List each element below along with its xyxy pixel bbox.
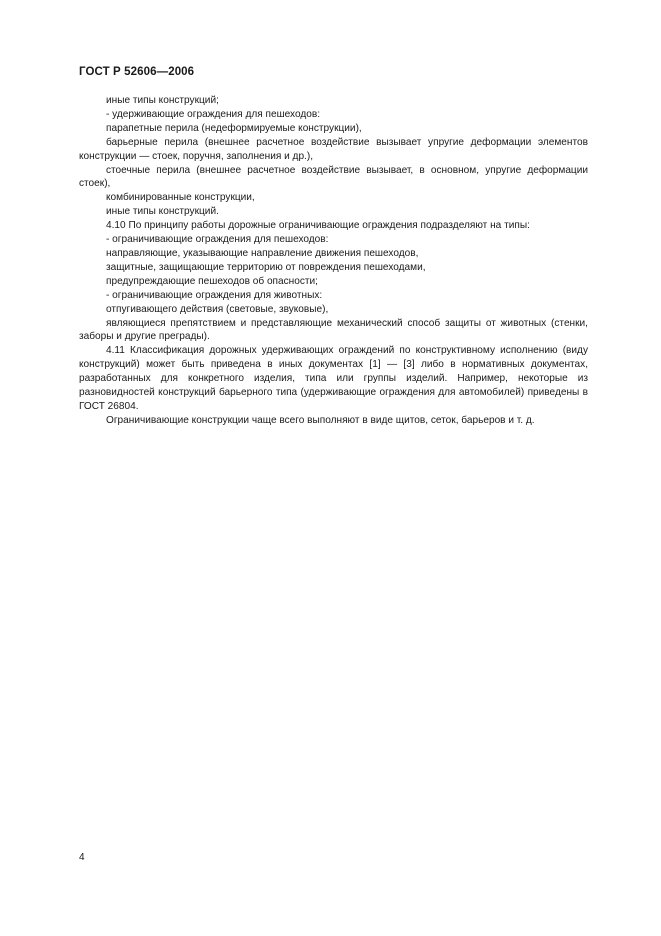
paragraph: стоечные перила (внешнее расчетное воздействие вызывает, в основном, упругие деформации стоек), xyxy=(79,164,588,190)
paragraph: парапетные перила (недеформируемые конструкции), xyxy=(106,122,362,134)
paragraph: направляющие, указывающие направление движения пешеходов, xyxy=(106,247,419,259)
paragraph: Ограничивающие конструкции чаще всего выполняют в виде щитов, сеток, барьеров и т. д. xyxy=(106,414,535,426)
list-item: - удерживающие ограждения для пешеходов: xyxy=(106,108,321,120)
page-number: 4 xyxy=(79,852,85,863)
paragraph: защитные, защищающие территорию от повреждения пешеходами, xyxy=(106,261,426,273)
paragraph: иные типы конструкций; xyxy=(106,95,219,106)
list-item: - ограничивающие ограждения для пешеходов: xyxy=(106,234,329,246)
document-body xyxy=(79,94,588,428)
document-header: ГОСТ Р 52606—2006 xyxy=(79,66,195,78)
paragraph: являющиеся препятствием и представляющие механический способ защиты от животных (стенки, заборы и другие преграды). xyxy=(79,317,588,343)
paragraph: комбинированные конструкции, xyxy=(106,192,255,204)
paragraph: барьерные перила (внешнее расчетное воздействие вызывает упругие деформации элементов конструкции — стоек, поручня, заполнения и др.), xyxy=(79,136,588,162)
list-item: - ограничивающие ограждения для животных: xyxy=(106,289,323,301)
section-paragraph-4-10: 4.10 По принципу работы дорожные ограничивающие ограждения подразделяют на типы: xyxy=(106,220,530,232)
paragraph: предупреждающие пешеходов об опасности; xyxy=(106,275,318,287)
paragraph: отпугивающего действия (световые, звуковые), xyxy=(106,303,329,315)
section-paragraph-4-11: 4.11 Классификация дорожных удерживающих ограждений по конструктивному исполнению (виду конструкций) может быть приведена в иных документах [1] — [3] либо в нормативных документах, разработанных для конкретного изделия, типа или группы изделий. Например, некоторые из разновидностей конструкций барьерного типа (удерживающие ограждения для автомобилей) приведены в ГОСТ 26804. xyxy=(79,345,588,412)
paragraph: иные типы конструкций. xyxy=(106,206,219,218)
